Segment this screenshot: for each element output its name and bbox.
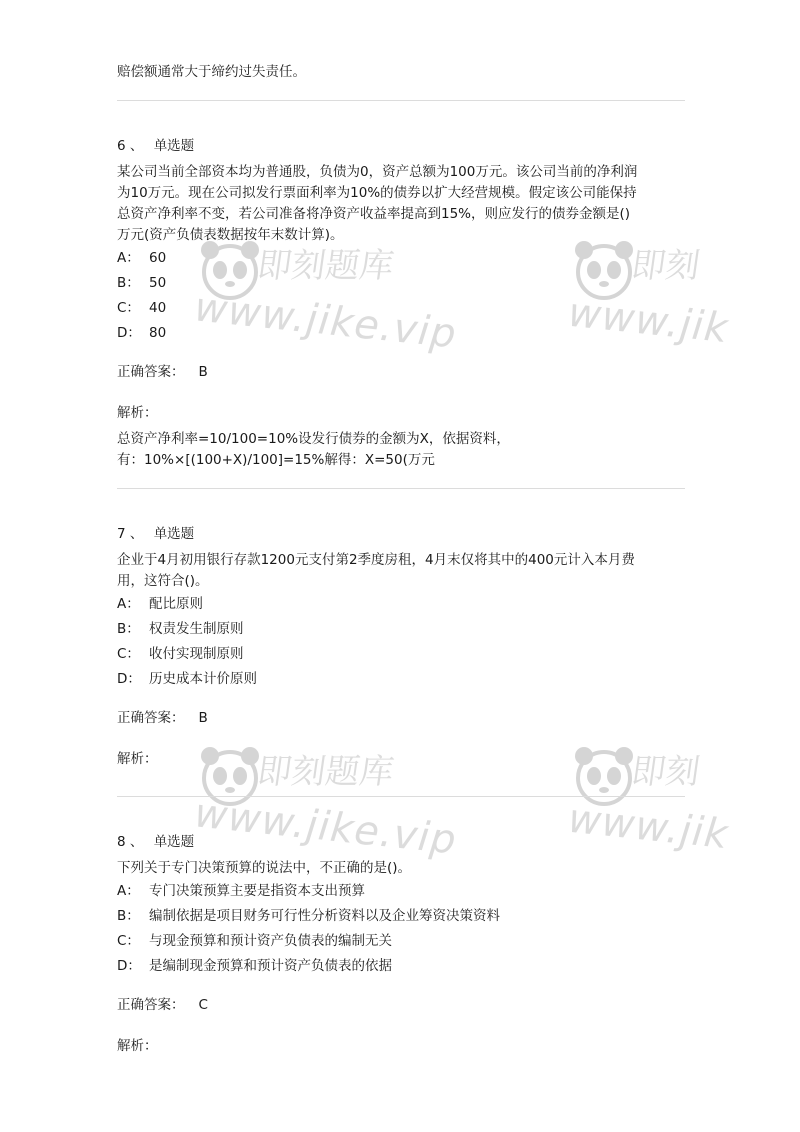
analysis-line: 总资产净利率=10/100=10%设发行债券的金额为X，依据资料， <box>117 431 510 447</box>
analysis-label: 解析： <box>117 1038 158 1054</box>
answer-value: B <box>198 710 208 726</box>
option-c[interactable]: C： 与现金预算和预计资产负债表的编制无关 <box>117 933 392 949</box>
divider <box>117 796 685 797</box>
watermark-brand: 即刻 <box>628 752 703 792</box>
watermark-brand: 即刻 <box>628 246 703 286</box>
question-number: 7 、 <box>117 526 144 542</box>
stem-line: 万元(资产负债表数据按年末数计算)。 <box>117 227 344 243</box>
analysis-line: 有：10%×[(100+X)/100]=15%解得：X=50(万元 <box>117 452 435 468</box>
stem-line: 总资产净利率不变，若公司准备将净资产收益率提高到15%，则应发行的债券金额是() <box>117 206 631 222</box>
answer-value: B <box>198 364 208 380</box>
option-b[interactable]: B： 50 <box>117 275 167 291</box>
correct-answer <box>117 362 685 383</box>
option-b[interactable]: B： 权责发生制原则 <box>117 621 244 637</box>
option-a[interactable]: A： 专门决策预算主要是指资本支出预算 <box>117 883 365 899</box>
question-stem <box>117 858 685 879</box>
question-header <box>117 524 685 545</box>
option-d[interactable]: D： 历史成本计价原则 <box>117 671 257 687</box>
watermark-url: www.jike.vip <box>192 284 459 358</box>
question-type: 单选题 <box>153 138 195 154</box>
question-header <box>117 832 685 853</box>
watermark-url: www.jik <box>566 795 731 859</box>
question-stem <box>117 162 685 246</box>
analysis-label: 解析： <box>117 751 158 767</box>
watermark-brand: 即刻题库 <box>254 752 397 792</box>
correct-answer <box>117 708 685 729</box>
answer-label: 正确答案： <box>117 364 185 380</box>
option-d[interactable]: D： 80 <box>117 325 167 341</box>
watermark-url: www.jik <box>566 289 731 353</box>
question-number: 8 、 <box>117 834 144 850</box>
option-list <box>117 592 685 692</box>
question-6 <box>117 136 685 471</box>
watermark-url: www.jike.vip <box>192 790 459 864</box>
divider <box>117 488 685 489</box>
stem-line: 某公司当前全部资本均为普通股，负债为0，资产总额为100万元。该公司当前的净利润 <box>117 164 638 180</box>
stem-line: 用，这符合()。 <box>117 573 209 589</box>
answer-label: 正确答案： <box>117 710 185 726</box>
correct-answer <box>117 995 685 1016</box>
option-a[interactable]: A： 配比原则 <box>117 596 203 612</box>
top-text: 赔偿额通常大于缔约过失责任。 <box>117 64 306 80</box>
question-type: 单选题 <box>153 526 195 542</box>
stem-line: 企业于4月初用银行存款1200元支付第2季度房租，4月末仅将其中的400元计入本月费 <box>117 552 635 568</box>
answer-label: 正确答案： <box>117 997 185 1013</box>
option-a[interactable]: A： 60 <box>117 250 167 266</box>
question-header <box>117 136 685 157</box>
divider <box>117 100 685 101</box>
stem-line: 为10万元。现在公司拟发行票面利率为10%的债券以扩大经营规模。假定该公司能保持 <box>117 185 637 201</box>
watermark-brand: 即刻题库 <box>254 246 397 286</box>
question-number: 6 、 <box>117 138 144 154</box>
option-list <box>117 879 685 979</box>
option-list <box>117 246 685 346</box>
question-8 <box>117 832 685 1057</box>
question-stem <box>117 550 685 592</box>
answer-value: C <box>198 997 208 1013</box>
option-d[interactable]: D： 是编制现金预算和预计资产负债表的依据 <box>117 958 392 974</box>
question-type: 单选题 <box>153 834 195 850</box>
option-c[interactable]: C： 收付实现制原则 <box>117 646 244 662</box>
analysis-label: 解析： <box>117 405 158 421</box>
question-7 <box>117 524 685 770</box>
analysis-body <box>117 429 685 471</box>
option-b[interactable]: B： 编制依据是项目财务可行性分析资料以及企业筹资决策资料 <box>117 908 500 924</box>
stem-line: 下列关于专门决策预算的说法中，不正确的是()。 <box>117 860 412 876</box>
option-c[interactable]: C： 40 <box>117 300 167 316</box>
